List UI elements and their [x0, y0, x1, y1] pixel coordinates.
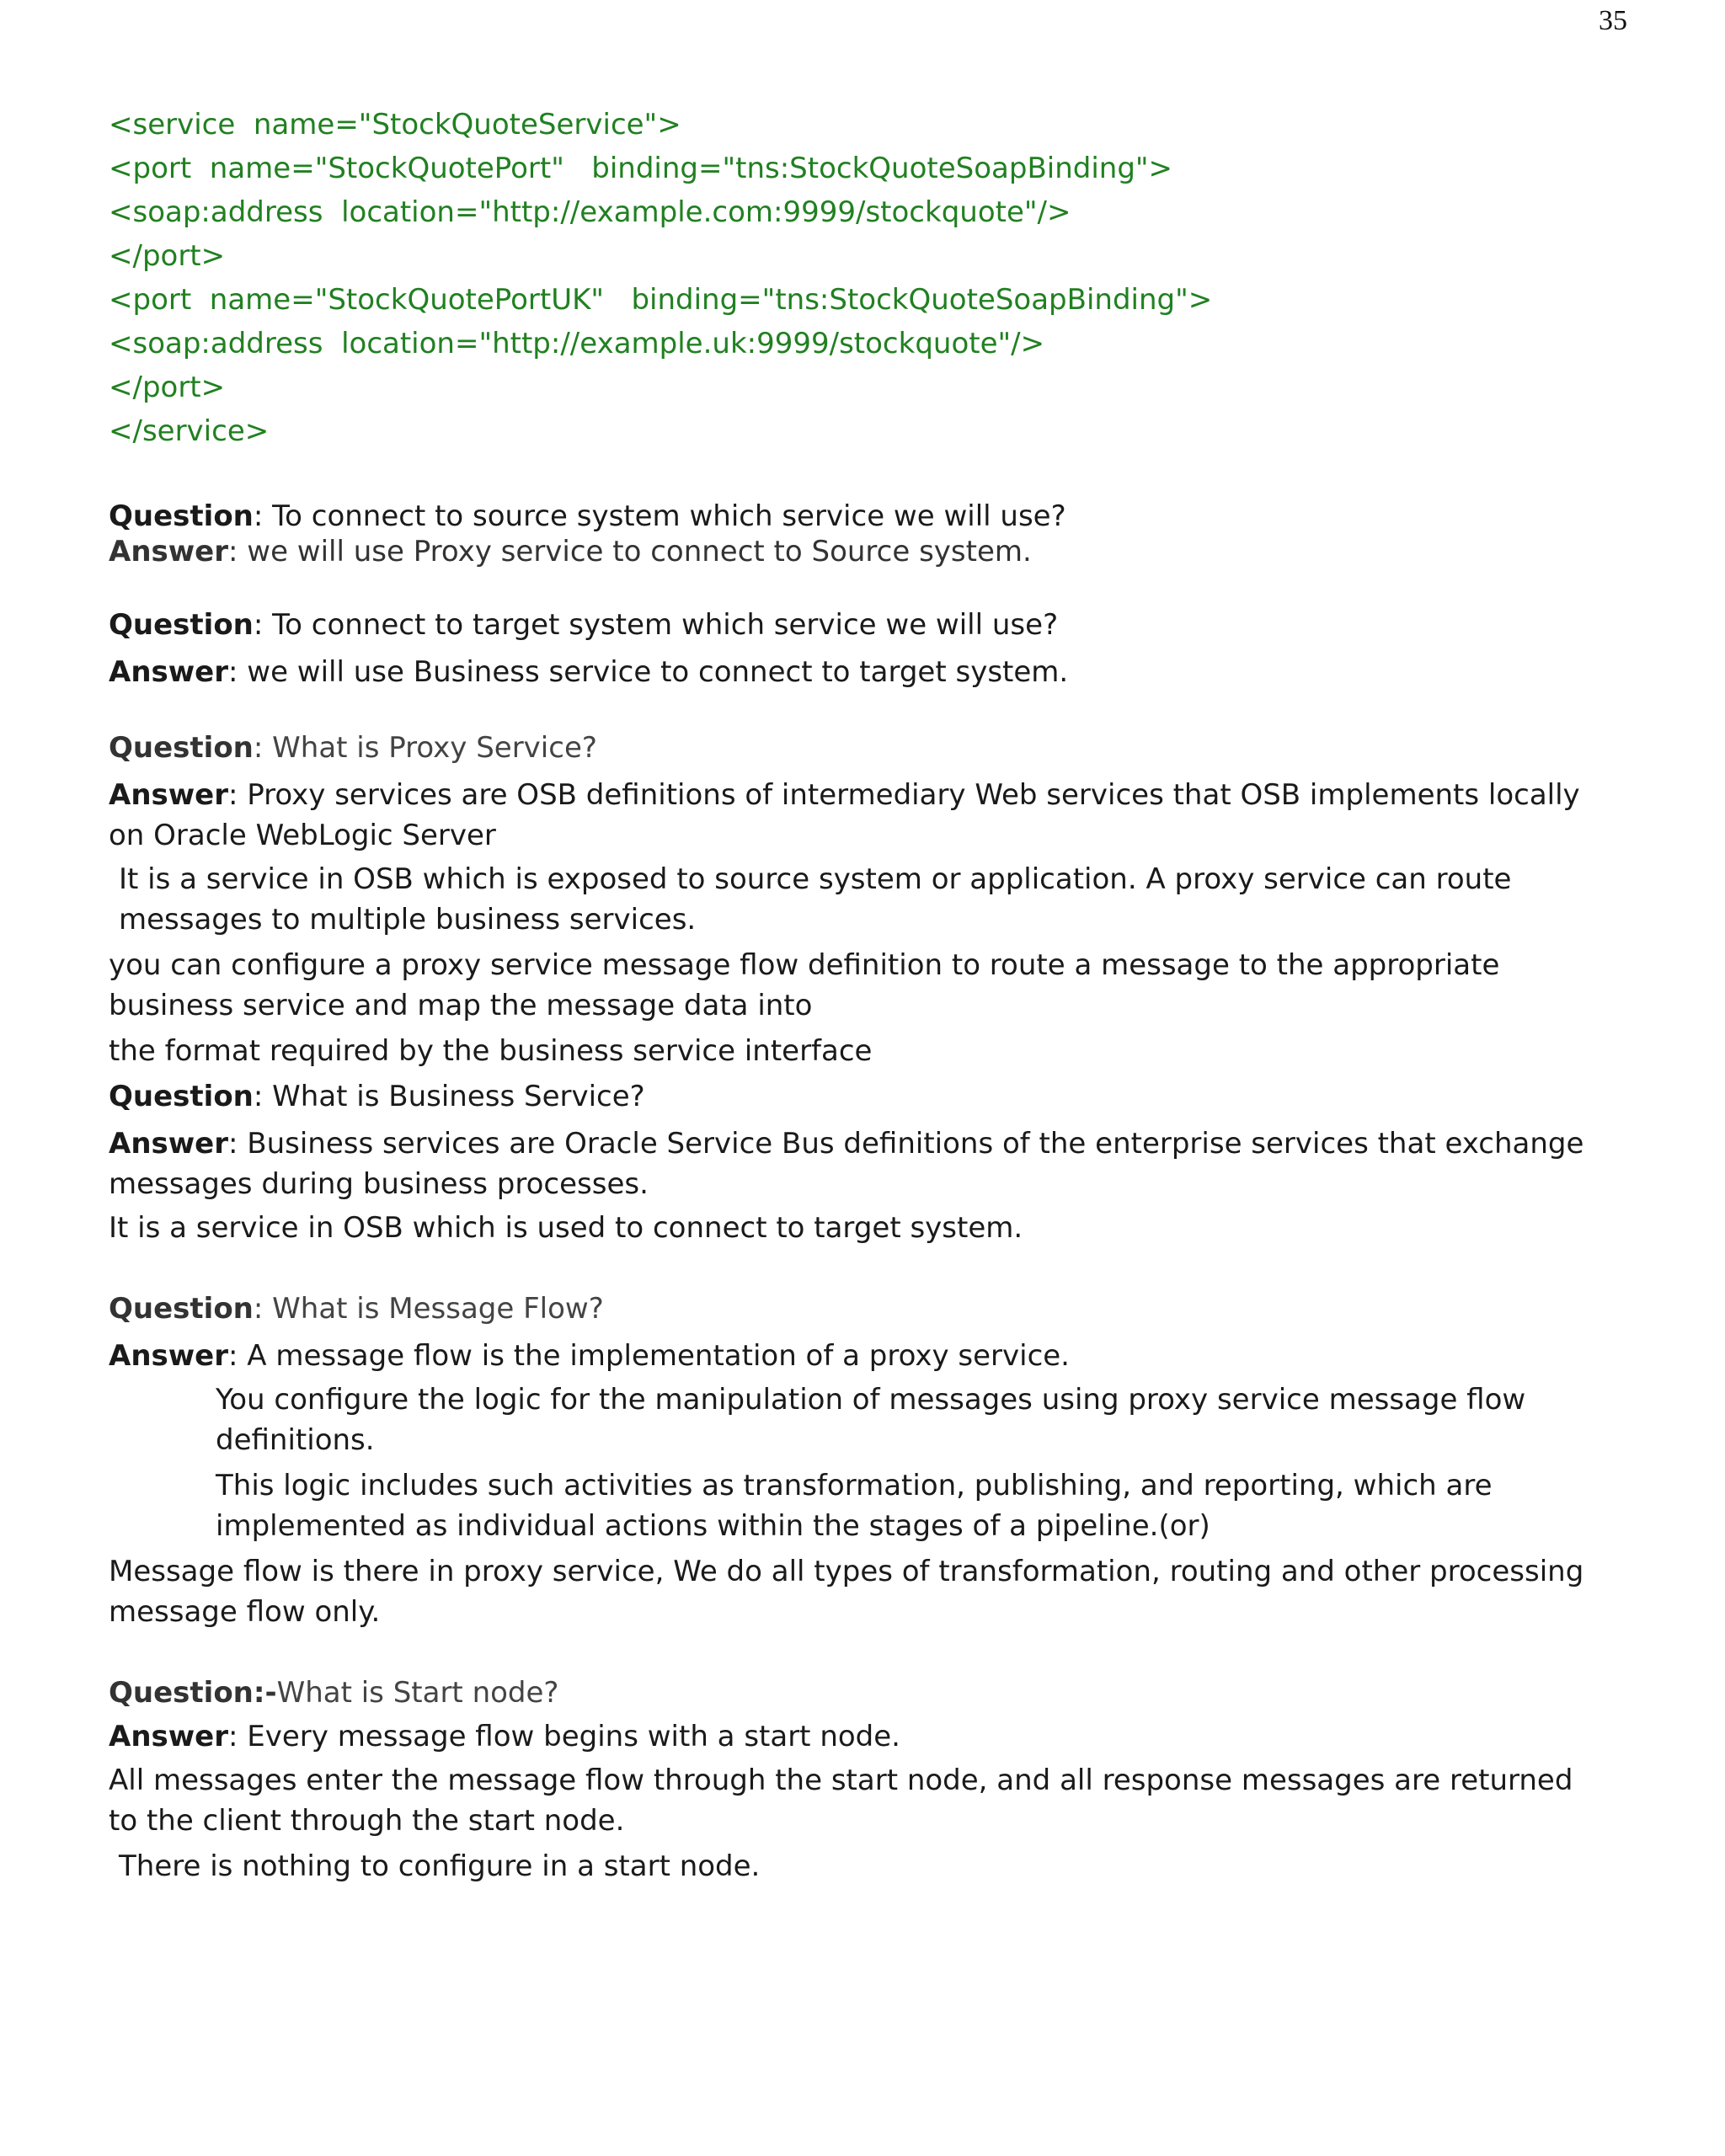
answer-label: Answer [109, 1339, 228, 1373]
answer-body: : we will use Business service to connect to target system. [228, 655, 1069, 689]
paragraph: Message flow is there in proxy service, We do all types of transformation, routing and other processing message flow only. [109, 1555, 1584, 1629]
qa-source-system [109, 499, 1608, 569]
question-body: : To connect to source system which service we will use? [253, 499, 1066, 533]
question-body: : What is Business Service? [253, 1080, 645, 1113]
question-text [109, 728, 1608, 768]
question-body: What is Start node? [276, 1676, 559, 1710]
code-line: </port> [109, 371, 226, 404]
qa-proxy-service [109, 728, 1608, 1071]
answer-label: Answer [109, 1127, 228, 1161]
question-text [109, 1289, 1608, 1329]
qa-start-node [109, 1673, 1608, 1886]
answer-body: : we will use Proxy service to connect to Source system. [228, 535, 1032, 568]
answer-label: Answer [109, 655, 228, 689]
paragraph: It is a service in OSB which is used to connect to target system. [109, 1211, 1023, 1245]
code-line: <port name="StockQuotePortUK" binding="tns:StockQuoteSoapBinding"> [109, 283, 1213, 317]
answer-text [109, 1336, 1608, 1376]
question-label: Question:- [109, 1676, 277, 1710]
qa-target-system [109, 605, 1608, 692]
answer-body: : Proxy services are OSB definitions of intermediary Web services that OSB implements locally on Oracle WebLogic Server [109, 778, 1580, 852]
qa-message-flow [109, 1289, 1608, 1632]
answer-label: Answer [109, 778, 228, 812]
question-text [109, 499, 1608, 534]
question-label: Question [109, 731, 254, 765]
question-label: Question [109, 608, 254, 642]
code-line: <soap:address location="http://example.com:9999/stockquote"/> [109, 195, 1071, 229]
answer-text [109, 534, 1608, 569]
question-body: : What is Message Flow? [253, 1292, 604, 1326]
question-body: : What is Proxy Service? [253, 731, 597, 765]
code-line: <service name="StockQuoteService"> [109, 108, 681, 141]
answer-text [109, 652, 1608, 692]
page-number: 35 [1599, 5, 1627, 36]
answer-body: : Business services are Oracle Service Bus definitions of the enterprise services that exchange messages during business processes. [109, 1127, 1584, 1201]
wsdl-code-block [109, 104, 1608, 451]
question-label: Question [109, 499, 254, 533]
indented-paragraph: This logic includes such activities as transformation, publishing, and reporting, which are implemented as individual actions within the stages of a pipeline.(or) [216, 1469, 1493, 1543]
code-line: </service> [109, 414, 270, 448]
question-label: Question [109, 1080, 254, 1113]
code-line: <port name="StockQuotePort" binding="tns:StockQuoteSoapBinding"> [109, 152, 1173, 185]
answer-text [109, 1716, 1608, 1757]
answer-label: Answer [109, 1720, 228, 1753]
question-body: : To connect to target system which service we will use? [253, 608, 1059, 642]
indented-paragraph: You configure the logic for the manipulation of messages using proxy service message flow definitions. [216, 1383, 1526, 1457]
answer-body: : A message flow is the implementation of a proxy service. [228, 1339, 1070, 1373]
answer-text [109, 1123, 1608, 1204]
paragraph: you can configure a proxy service message flow definition to route a message to the appropriate business service and map the message data into [109, 948, 1500, 1022]
qa-business-service [109, 1076, 1608, 1248]
paragraph: All messages enter the message flow through the start node, and all response messages are returned to the client through the start node. [109, 1764, 1573, 1838]
question-label: Question [109, 1292, 254, 1326]
code-line: </port> [109, 239, 226, 273]
paragraph: There is nothing to configure in a start node. [119, 1849, 761, 1883]
question-text [109, 1673, 1608, 1713]
document-body [109, 104, 1608, 1892]
question-text [109, 1076, 1608, 1117]
code-line: <soap:address location="http://example.uk:9999/stockquote"/> [109, 327, 1045, 360]
question-text [109, 605, 1608, 645]
paragraph: the format required by the business service interface [109, 1034, 873, 1068]
answer-body: : Every message flow begins with a start node. [228, 1720, 900, 1753]
answer-label: Answer [109, 535, 228, 568]
answer-text [109, 775, 1608, 856]
paragraph: It is a service in OSB which is exposed to source system or application. A proxy service can route messages to multiple business services. [119, 862, 1512, 937]
